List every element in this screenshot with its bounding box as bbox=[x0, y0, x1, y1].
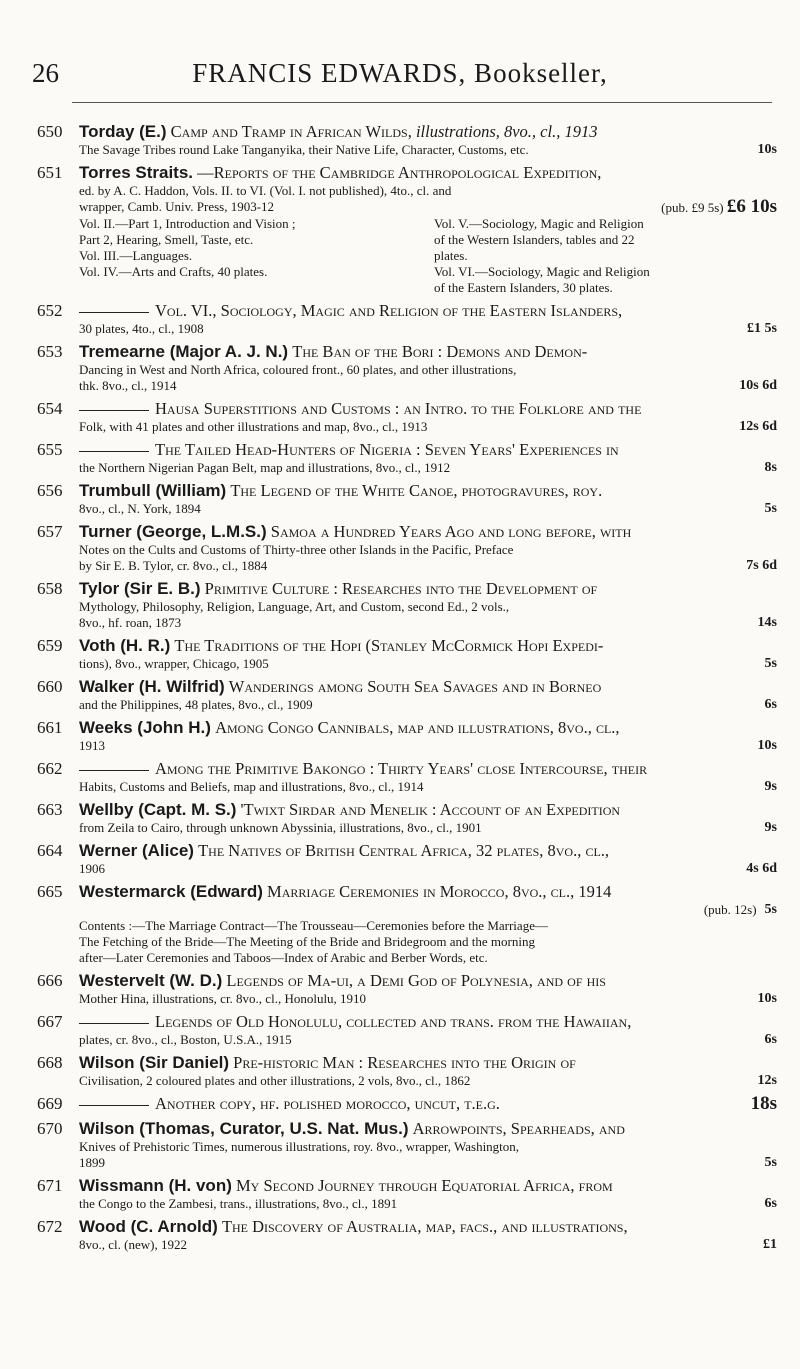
entry-author: Wilson (Thomas, Curator, U.S. Nat. Mus.) bbox=[79, 1119, 409, 1138]
entry-price: 12s bbox=[757, 1073, 777, 1088]
ditto-dash bbox=[79, 410, 149, 411]
catalogue-entry bbox=[37, 162, 777, 296]
entry-price: 7s 6d bbox=[746, 558, 777, 573]
entry-price: 6s bbox=[764, 1196, 777, 1211]
catalogue-entry bbox=[37, 578, 777, 631]
entry-number: 662 bbox=[37, 759, 63, 778]
entry-title: Among the Primitive Bakongo : Thirty Years' close Intercourse, their bbox=[155, 759, 648, 778]
entry-title: Wanderings among South Sea Savages and in Borneo bbox=[228, 677, 602, 696]
entry-title: Legends of Ma-ui, a Demi God of Polynesia, and of his bbox=[226, 971, 606, 990]
entry-author: Weeks (John H.) bbox=[79, 718, 211, 737]
entry-line bbox=[37, 1073, 777, 1089]
catalogue-entry bbox=[37, 970, 777, 1007]
volume-line: Vol. III.—Languages. bbox=[79, 248, 193, 263]
volume-line: Vol. V.—Sociology, Magic and Religion bbox=[434, 216, 644, 231]
entry-line bbox=[37, 501, 777, 517]
catalogue-entry bbox=[37, 341, 777, 394]
entry-number: 665 bbox=[37, 882, 63, 901]
entry-number: 655 bbox=[37, 440, 63, 459]
ditto-dash bbox=[79, 451, 149, 452]
catalogue-entry bbox=[37, 1093, 777, 1114]
entry-line bbox=[37, 779, 777, 795]
entry-author: Wellby (Capt. M. S.) bbox=[79, 800, 237, 819]
entry-price: 6s bbox=[764, 697, 777, 712]
volume-line: Vol. II.—Part 1, Introduction and Vision ; bbox=[79, 216, 296, 231]
entry-title: Vol. VI., Sociology, Magic and Religion of the Eastern Islanders, bbox=[155, 301, 623, 320]
entry-number: 670 bbox=[37, 1119, 63, 1138]
entry-line bbox=[37, 697, 777, 713]
entry-line-text: 8vo., cl., N. York, 1894 bbox=[79, 501, 201, 516]
entry-author: Tremearne (Major A. J. N.) bbox=[79, 342, 289, 361]
catalogue-entry bbox=[37, 840, 777, 877]
page-header bbox=[30, 58, 770, 89]
entry-number: 669 bbox=[37, 1094, 63, 1113]
entry-author: Westermarck (Edward) bbox=[79, 882, 263, 901]
entry-line-text: wrapper, Camb. Univ. Press, 1903-12 bbox=[79, 199, 275, 214]
entry-line-text: from Zeila to Cairo, through unknown Abyssinia, illustrations, 8vo., cl., 1901 bbox=[79, 820, 482, 835]
entry-line bbox=[37, 196, 777, 217]
entry-line-text: Civilisation, 2 coloured plates and other illustrations, 2 vols, 8vo., cl., 1862 bbox=[79, 1073, 471, 1088]
entry-line bbox=[37, 615, 777, 631]
entry-author: Torres Straits. bbox=[79, 163, 194, 182]
entry-line-text: tions), 8vo., wrapper, Chicago, 1905 bbox=[79, 656, 269, 671]
entry-title: My Second Journey through Equatorial Africa, from bbox=[235, 1176, 613, 1195]
entry-price: 12s 6d bbox=[739, 419, 777, 434]
entry-list bbox=[37, 121, 777, 1257]
entry-price: 5s bbox=[764, 1155, 777, 1170]
contents-line: The Fetching of the Bride—The Meeting of the Bride and Bridegroom and the morning bbox=[79, 934, 535, 949]
entry-line-text: (pub. 12s) bbox=[703, 902, 757, 917]
entry-author: Tylor (Sir E. B.) bbox=[79, 579, 201, 598]
entry-title: Another copy, hf. polished morocco, uncut, t.e.g. bbox=[155, 1094, 500, 1113]
entry-line bbox=[37, 378, 777, 394]
entry-price: 5s bbox=[764, 656, 777, 671]
entry-line-text: ed. by A. C. Haddon, Vols. II. to VI. (Vol. I. not published), 4to., cl. and bbox=[79, 183, 452, 198]
entry-price: 5s bbox=[764, 501, 777, 516]
entry-number: 654 bbox=[37, 399, 63, 418]
entry-price: 10s bbox=[757, 991, 777, 1006]
entry-price: 10s bbox=[757, 142, 777, 157]
volume-contents bbox=[37, 216, 777, 296]
entry-line-text: Mythology, Philosophy, Religion, Language, Art, and Custom, second Ed., 2 vols., bbox=[79, 599, 510, 614]
entry-line bbox=[37, 738, 777, 754]
entry-author: Wissmann (H. von) bbox=[79, 1176, 232, 1195]
entry-title: 'Twixt Sirdar and Menelik : Account of an Expedition bbox=[240, 800, 621, 819]
entry-line bbox=[37, 820, 777, 836]
entry-title: Legends of Old Honolulu, collected and trans. from the Hawaiian, bbox=[155, 1012, 632, 1031]
entry-line-text: the Congo to the Zambesi, trans., illustrations, 8vo., cl., 1891 bbox=[79, 1196, 398, 1211]
entry-line bbox=[37, 656, 777, 672]
entry-line-text: Dancing in West and North Africa, coloured front., 60 plates, and other illustrations, bbox=[79, 362, 517, 377]
catalogue-entry bbox=[37, 635, 777, 672]
entry-number: 663 bbox=[37, 800, 63, 819]
entry-number: 651 bbox=[37, 163, 63, 182]
catalogue-entry bbox=[37, 717, 777, 754]
ditto-dash bbox=[79, 312, 149, 313]
catalogue-entry bbox=[37, 1216, 777, 1253]
catalogue-entry bbox=[37, 521, 777, 574]
entry-title: The Discovery of Australia, map, facs., and illustrations, bbox=[221, 1217, 628, 1236]
entry-number: 668 bbox=[37, 1053, 63, 1072]
entry-number: 653 bbox=[37, 342, 63, 361]
entry-price: 9s bbox=[764, 779, 777, 794]
running-title: FRANCIS EDWARDS, Bookseller, bbox=[192, 58, 608, 88]
entry-number: 667 bbox=[37, 1012, 63, 1031]
entry-title: Samoa a Hundred Years Ago and long before, with bbox=[270, 522, 632, 541]
entry-title: The Natives of British Central Africa, 32 plates, 8vo., cl., bbox=[198, 841, 610, 860]
published-price: (pub. £9 5s) bbox=[661, 200, 727, 215]
entry-author: Werner (Alice) bbox=[79, 841, 194, 860]
entry-price: £6 10s bbox=[726, 196, 777, 217]
header-rule bbox=[72, 102, 772, 103]
entry-number: 672 bbox=[37, 1217, 63, 1236]
ditto-dash bbox=[79, 770, 149, 771]
entry-author: Voth (H. R.) bbox=[79, 636, 171, 655]
entry-price: £1 bbox=[763, 1237, 777, 1252]
catalogue-entry bbox=[37, 480, 777, 517]
entry-number: 652 bbox=[37, 301, 63, 320]
entry-author: Torday (E.) bbox=[79, 122, 167, 141]
entry-author: Westervelt (W. D.) bbox=[79, 971, 223, 990]
entry-title: Camp and Tramp in African Wilds, bbox=[170, 122, 412, 141]
entry-line bbox=[37, 362, 777, 378]
volume-line: of the Western Islanders, tables and 22 bbox=[434, 232, 635, 247]
volume-line: Vol. VI.—Sociology, Magic and Religion bbox=[434, 264, 650, 279]
entry-title: Hausa Superstitions and Customs : an Intro. to the Folklore and the bbox=[155, 399, 642, 418]
entry-line-text: 8vo., cl. (new), 1922 bbox=[79, 1237, 187, 1252]
entry-line bbox=[37, 991, 777, 1007]
volume-line: Part 2, Hearing, Smell, Taste, etc. bbox=[79, 232, 254, 247]
catalogue-entry bbox=[37, 300, 777, 337]
entry-title: Primitive Culture : Researches into the Development of bbox=[204, 579, 598, 598]
entry-line-text: 1906 bbox=[79, 861, 105, 876]
catalogue-entry bbox=[37, 439, 777, 476]
entry-line bbox=[37, 599, 777, 615]
entry-number: 659 bbox=[37, 636, 63, 655]
entry-details: illustrations, 8vo., cl., 1913 bbox=[415, 122, 598, 141]
contents-note bbox=[37, 918, 777, 966]
entry-line-text: Folk, with 41 plates and other illustrations and map, 8vo., cl., 1913 bbox=[79, 419, 428, 434]
entry-title: The Traditions of the Hopi (Stanley McCormick Hopi Expedi- bbox=[174, 636, 604, 655]
entry-title: —Reports of the Cambridge Anthropological Expedition, bbox=[197, 163, 602, 182]
entry-line-text: Mother Hina, illustrations, cr. 8vo., cl., Honolulu, 1910 bbox=[79, 991, 367, 1006]
entry-number: 657 bbox=[37, 522, 63, 541]
entry-price: 4s 6d bbox=[746, 861, 777, 876]
entry-number: 656 bbox=[37, 481, 63, 500]
entry-line bbox=[37, 542, 777, 558]
entry-line bbox=[37, 1139, 777, 1155]
entry-line bbox=[37, 1155, 777, 1171]
page-number: 26 bbox=[32, 58, 59, 88]
entry-line-text: the Northern Nigerian Pagan Belt, map and illustrations, 8vo., cl., 1912 bbox=[79, 460, 451, 475]
volume-line: plates. bbox=[434, 248, 468, 263]
catalogue-entry bbox=[37, 121, 777, 158]
entry-line-text: The Savage Tribes round Lake Tanganyika, their Native Life, Character, Customs, etc. bbox=[79, 142, 529, 157]
entry-author: Wood (C. Arnold) bbox=[79, 1217, 218, 1236]
entry-line-text: Notes on the Cults and Customs of Thirty-three other Islands in the Pacific, Preface bbox=[79, 542, 514, 557]
entry-number: 650 bbox=[37, 122, 63, 141]
ditto-dash bbox=[79, 1023, 149, 1024]
catalogue-entry bbox=[37, 1118, 777, 1171]
entry-price: £1 5s bbox=[747, 321, 777, 336]
entry-price: 18s bbox=[750, 1093, 777, 1114]
entry-number: 658 bbox=[37, 579, 63, 598]
entry-number: 671 bbox=[37, 1176, 63, 1195]
entry-title: Among Congo Cannibals, map and illustrations, 8vo., cl., bbox=[215, 718, 620, 737]
entry-line bbox=[37, 1032, 777, 1048]
entry-line bbox=[37, 419, 777, 435]
contents-line: after—Later Ceremonies and Taboos—Index of Arabic and Berber Words, etc. bbox=[79, 950, 488, 965]
entry-title: The Tailed Head-Hunters of Nigeria : Seven Years' Experiences in bbox=[155, 440, 619, 459]
contents-line: Contents :—The Marriage Contract—The Trousseau—Ceremonies before the Marriage— bbox=[79, 918, 548, 933]
entry-line bbox=[37, 1237, 777, 1253]
entry-line-text: 30 plates, 4to., cl., 1908 bbox=[79, 321, 204, 336]
volume-line: Vol. IV.—Arts and Crafts, 40 plates. bbox=[79, 264, 268, 279]
entry-line-text: 1899 bbox=[79, 1155, 105, 1170]
entry-title: The Ban of the Bori : Demons and Demon- bbox=[292, 342, 588, 361]
entry-line-text: Habits, Customs and Beliefs, map and illustrations, 8vo., cl., 1914 bbox=[79, 779, 424, 794]
entry-line-text: Knives of Prehistoric Times, numerous illustrations, roy. 8vo., wrapper, Washington, bbox=[79, 1139, 520, 1154]
entry-line bbox=[37, 861, 777, 877]
entry-title: Arrowpoints, Spearheads, and bbox=[412, 1119, 625, 1138]
entry-line bbox=[37, 142, 777, 158]
catalogue-entry bbox=[37, 881, 777, 966]
catalogue-entry bbox=[37, 398, 777, 435]
entry-line bbox=[37, 902, 777, 918]
entry-author: Wilson (Sir Daniel) bbox=[79, 1053, 230, 1072]
entry-price: 10s 6d bbox=[739, 378, 777, 393]
entry-line-text: thk. 8vo., cl., 1914 bbox=[79, 378, 177, 393]
entry-price: 9s bbox=[764, 820, 777, 835]
entry-author: Walker (H. Wilfrid) bbox=[79, 677, 225, 696]
entry-number: 660 bbox=[37, 677, 63, 696]
entry-title: Pre-historic Man : Researches into the Origin of bbox=[233, 1053, 576, 1072]
entry-line-text: 8vo., hf. roan, 1873 bbox=[79, 615, 182, 630]
entry-price: 8s bbox=[764, 460, 777, 475]
catalogue-entry bbox=[37, 676, 777, 713]
entry-number: 666 bbox=[37, 971, 63, 990]
entry-number: 664 bbox=[37, 841, 63, 860]
entry-line bbox=[37, 183, 777, 199]
catalogue-entry bbox=[37, 799, 777, 836]
entry-line bbox=[37, 460, 777, 476]
entry-line bbox=[37, 1196, 777, 1212]
entry-line bbox=[37, 558, 777, 574]
entry-price: 10s bbox=[757, 738, 777, 753]
entry-line-text: 1913 bbox=[79, 738, 105, 753]
catalogue-entry bbox=[37, 758, 777, 795]
entry-line bbox=[37, 321, 777, 337]
entry-title: Marriage Ceremonies in Morocco, 8vo., cl., 1914 bbox=[267, 882, 612, 901]
catalogue-entry bbox=[37, 1052, 777, 1089]
catalogue-entry bbox=[37, 1011, 777, 1048]
entry-price: 6s bbox=[764, 1032, 777, 1047]
catalogue-entry bbox=[37, 1175, 777, 1212]
entry-line-text: plates, cr. 8vo., cl., Boston, U.S.A., 1915 bbox=[79, 1032, 292, 1047]
ditto-dash bbox=[79, 1105, 149, 1106]
volume-line: of the Eastern Islanders, 30 plates. bbox=[434, 280, 613, 295]
entry-title: The Legend of the White Canoe, photogravures, roy. bbox=[230, 481, 603, 500]
entry-price: 14s bbox=[757, 615, 777, 630]
entry-line-text: and the Philippines, 48 plates, 8vo., cl., 1909 bbox=[79, 697, 313, 712]
entry-author: Turner (George, L.M.S.) bbox=[79, 522, 267, 541]
entry-price: 5s bbox=[764, 902, 777, 917]
entry-number: 661 bbox=[37, 718, 63, 737]
entry-line-text: by Sir E. B. Tylor, cr. 8vo., cl., 1884 bbox=[79, 558, 268, 573]
entry-author: Trumbull (William) bbox=[79, 481, 227, 500]
